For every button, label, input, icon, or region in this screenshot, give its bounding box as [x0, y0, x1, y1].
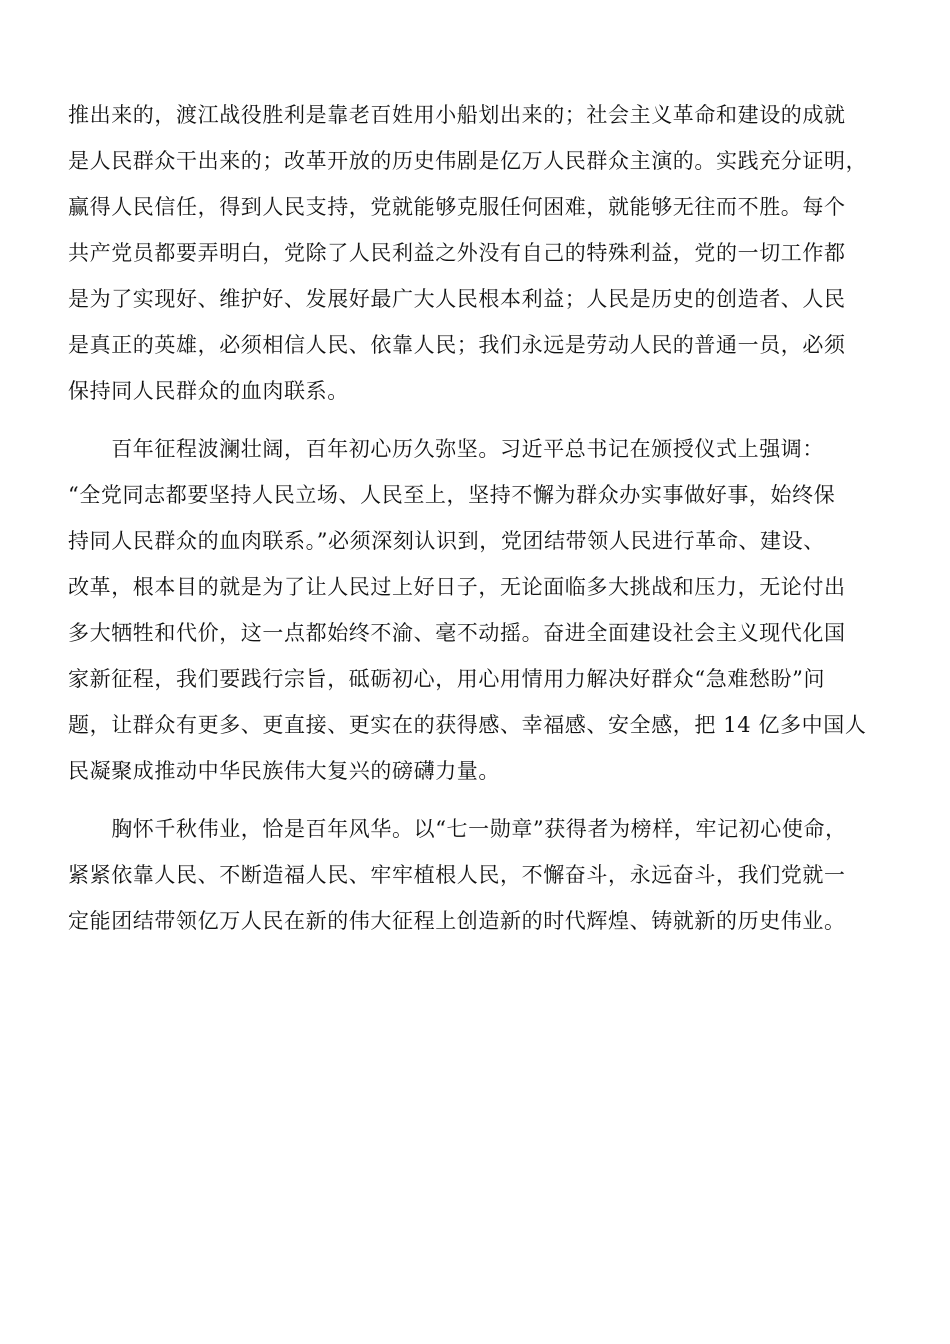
paragraph-2 [68, 426, 884, 794]
text-line: 持同人民群众的血肉联系。”必须深刻认识到，党团结带领人民进行革命、建设、 [68, 529, 825, 553]
text-line: 定能团结带领亿万人民在新的伟大征程上创造新的时代辉煌、铸就新的历史伟业。 [68, 909, 846, 933]
text-line: 改革，根本目的就是为了让人民过上好日子，无论面临多大挑战和压力，无论付出 [68, 575, 846, 599]
text-line: 题，让群众有更多、更直接、更实在的获得感、幸福感、安全感，把 14 亿多中国人 [68, 713, 867, 737]
text-line: 推出来的，渡江战役胜利是靠老百姓用小船划出来的；社会主义革命和建设的成就 [68, 103, 846, 127]
text-line: 共产党员都要弄明白，党除了人民利益之外没有自己的特殊利益，党的一切工作都 [68, 241, 846, 265]
text-line: 胸怀千秋伟业，恰是百年风华。以“七一勋章”获得者为榜样，牢记初心使命， [68, 817, 847, 841]
text-line: “全党同志都要坚持人民立场、人民至上，坚持不懈为群众办实事做好事，始终保 [68, 483, 836, 507]
text-line: 是真正的英雄，必须相信人民、依靠人民；我们永远是劳动人民的普通一员，必须 [68, 333, 846, 357]
text-line: 紧紧依靠人民、不断造福人民、牢牢植根人民，不懈奋斗，永远奋斗，我们党就一 [68, 863, 846, 887]
text-line: 是人民群众干出来的；改革开放的历史伟剧是亿万人民群众主演的。实践充分证明， [68, 149, 868, 173]
text-line: 多大牺牲和代价，这一点都始终不渝、毫不动摇。奋进全面建设社会主义现代化国 [68, 621, 846, 645]
text-line: 保持同人民群众的血肉联系。 [68, 379, 349, 403]
text-line: 是为了实现好、维护好、发展好最广大人民根本利益；人民是历史的创造者、人民 [68, 287, 846, 311]
document-body [68, 92, 884, 956]
text-line: 百年征程波澜壮阔，百年初心历久弥坚。习近平总书记在颁授仪式上强调： [68, 437, 824, 461]
paragraph-3 [68, 806, 884, 944]
paragraph-1 [68, 92, 884, 414]
text-line: 家新征程，我们要践行宗旨，砥砺初心，用心用情用力解决好群众“急难愁盼”问 [68, 667, 826, 691]
text-line: 民凝聚成推动中华民族伟大复兴的磅礴力量。 [68, 759, 500, 783]
text-line: 赢得人民信任，得到人民支持，党就能够克服任何困难，就能够无往而不胜。每个 [68, 195, 846, 219]
